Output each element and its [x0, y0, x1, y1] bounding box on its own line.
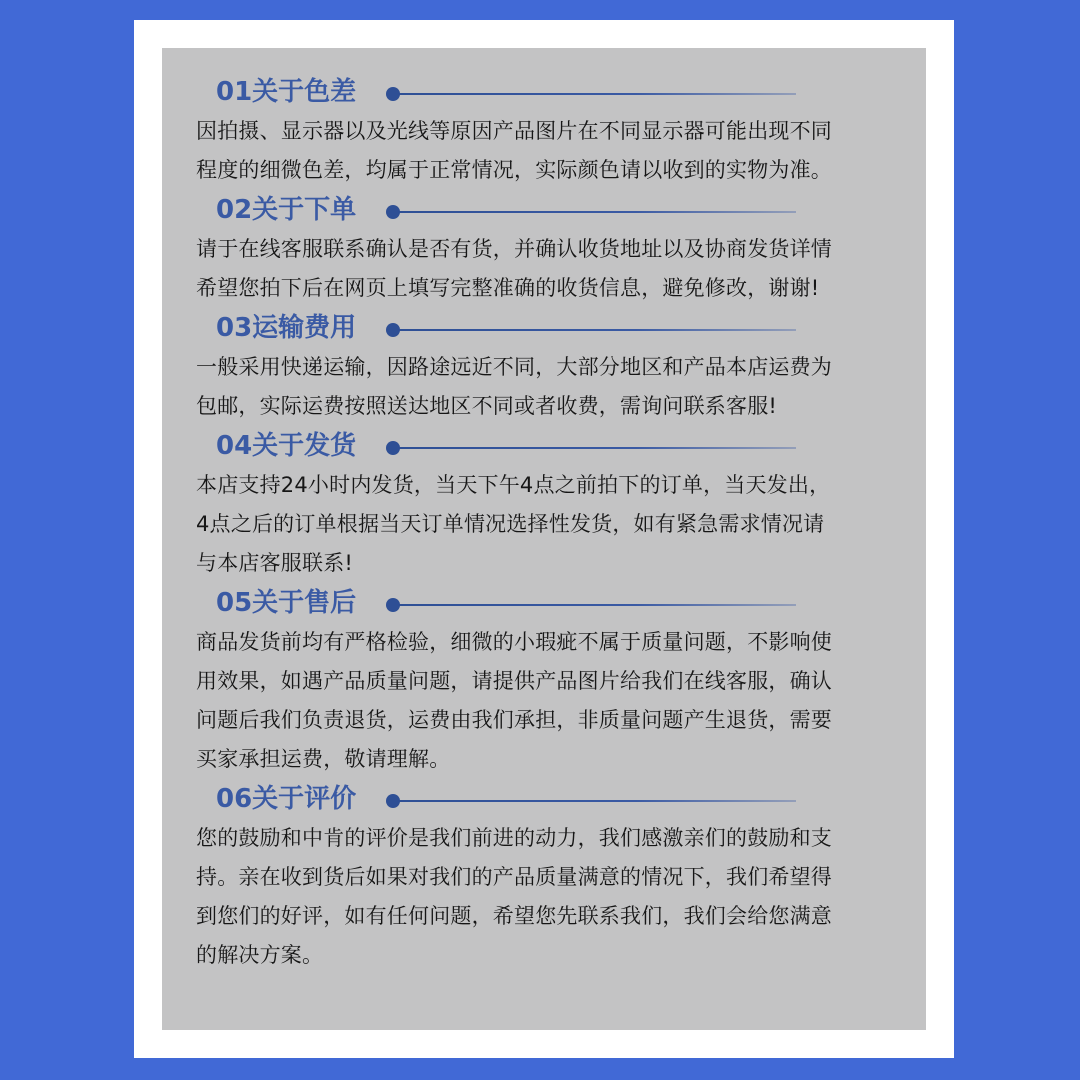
divider-line [396, 93, 796, 95]
heading-divider [386, 90, 796, 98]
section-heading-row [216, 779, 896, 819]
section-reviews [196, 779, 896, 975]
section-title: 01关于色差 [216, 77, 357, 107]
divider-line [396, 211, 796, 213]
section-after-sales [196, 583, 896, 779]
section-title: 03运输费用 [216, 313, 357, 343]
section-title: 04关于发货 [216, 431, 357, 461]
heading-divider [386, 444, 796, 452]
divider-line [396, 447, 796, 449]
section-heading-row [216, 583, 896, 623]
section-heading-row [216, 72, 896, 112]
section-shipping-fee [196, 308, 896, 426]
section-delivery [196, 426, 896, 583]
section-body: 您的鼓励和中肯的评价是我们前进的动力，我们感激亲们的鼓励和支 持。亲在收到货后如果对我们的产品质量满意的情况下，我们希望得 到您们的好评，如有任何问题，希望您先联系我们，我们会给您满意 的解决方案。 [196, 826, 832, 967]
divider-line [396, 800, 796, 802]
section-heading-row [216, 308, 896, 348]
heading-divider [386, 326, 796, 334]
divider-line [396, 329, 796, 331]
section-title: 05关于售后 [216, 588, 357, 618]
section-body: 请于在线客服联系确认是否有货，并确认收货地址以及协商发货详情 希望您拍下后在网页上填写完整准确的收货信息，避免修改，谢谢! [196, 237, 832, 300]
section-body: 商品发货前均有严格检验，细微的小瑕疵不属于质量问题，不影响使 用效果，如遇产品质量问题，请提供产品图片给我们在线客服，确认 问题后我们负责退货，运费由我们承担，非质量问题产生退货，需要 买家承担运费，敬请理解。 [196, 630, 832, 771]
section-ordering [196, 190, 896, 308]
notice-panel [162, 48, 926, 1030]
section-title: 02关于下单 [216, 195, 357, 225]
heading-divider [386, 208, 796, 216]
section-heading-row [216, 190, 896, 230]
heading-divider [386, 601, 796, 609]
notice-content [196, 72, 896, 975]
section-title: 06关于评价 [216, 784, 357, 814]
section-heading-row [216, 426, 896, 466]
white-frame [134, 20, 954, 1058]
section-body: 一般采用快递运输，因路途远近不同，大部分地区和产品本店运费为 包邮，实际运费按照送达地区不同或者收费，需询问联系客服! [196, 355, 832, 418]
divider-line [396, 604, 796, 606]
section-body: 因拍摄、显示器以及光线等原因产品图片在不同显示器可能出现不同 程度的细微色差，均属于正常情况，实际颜色请以收到的实物为准。 [196, 119, 832, 182]
section-body: 本店支持24小时内发货，当天下午4点之前拍下的订单，当天发出， 4点之后的订单根据当天订单情况选择性发货，如有紧急需求情况请 与本店客服联系! [196, 473, 831, 575]
heading-divider [386, 797, 796, 805]
section-color-difference [196, 72, 896, 190]
